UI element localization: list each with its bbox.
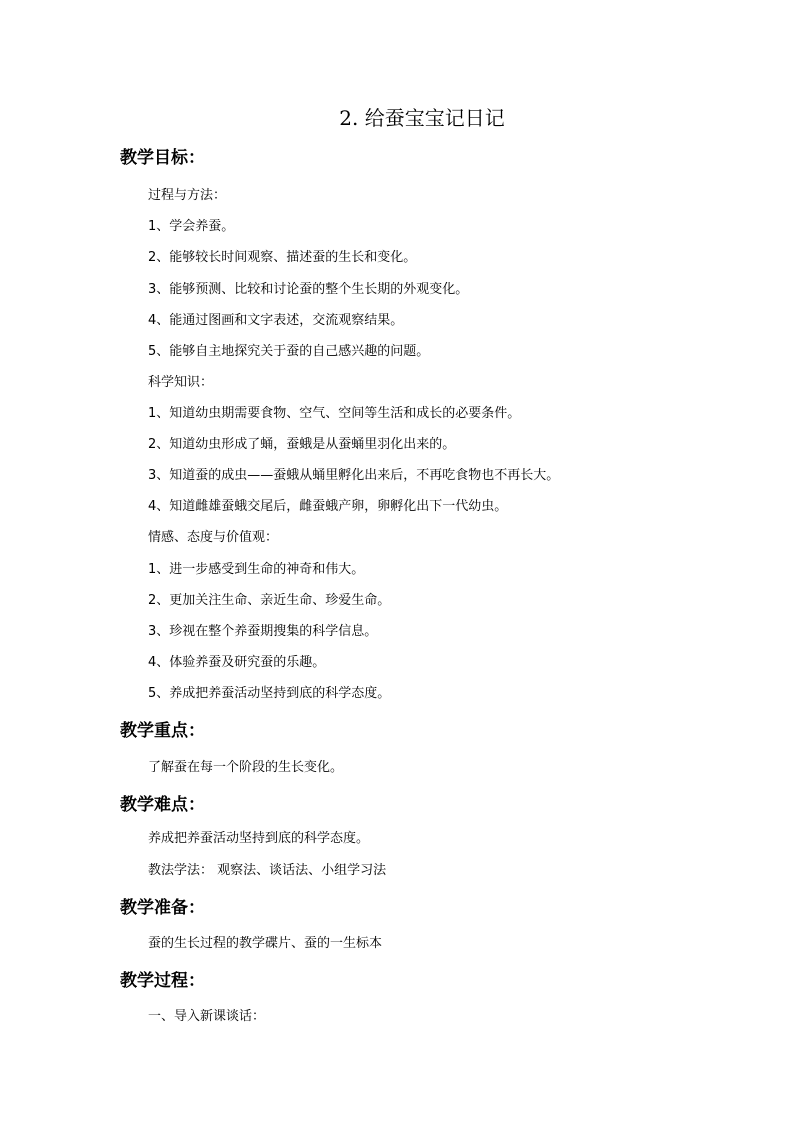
attitude-item-2: 2、更加关注生命、亲近生命、珍爱生命。: [148, 593, 391, 608]
preparation-heading: 教学准备：: [120, 898, 205, 918]
difficulties-heading: 教学难点：: [120, 795, 205, 815]
attitude-item-5: 5、养成把养蚕活动坚持到底的科学态度。: [148, 686, 391, 701]
science-knowledge-label: 科学知识：: [148, 375, 214, 390]
science-item-4: 4、知道雌雄蚕蛾交尾后，雌蚕蛾产卵，卵孵化出下一代幼虫。: [148, 499, 508, 514]
teaching-methods: 教法学法： 观察法、谈话法、小组学习法: [148, 863, 387, 878]
process-item-3: 3、能够预测、比较和讨论蚕的整个生长期的外观变化。: [148, 282, 469, 297]
document-title: 2. 给蚕宝宝记日记: [339, 106, 505, 130]
goals-heading: 教学目标：: [120, 148, 205, 168]
process-first-step: 一、导入新课谈话：: [148, 1009, 266, 1024]
attitude-item-4: 4、体验养蚕及研究蚕的乐趣。: [148, 655, 326, 670]
science-item-3: 3、知道蚕的成虫——蚕蛾从蛹里孵化出来后，不再吃食物也不再长大。: [148, 468, 560, 483]
process-item-4: 4、能通过图画和文字表述，交流观察结果。: [148, 313, 404, 328]
attitude-item-3: 3、珍视在整个养蚕期搜集的科学信息。: [148, 624, 378, 639]
process-item-5: 5、能够自主地探究关于蚕的自己感兴趣的问题。: [148, 344, 430, 359]
key-points-text: 了解蚕在每一个阶段的生长变化。: [148, 760, 344, 775]
attitude-label: 情感、态度与价值观：: [148, 530, 279, 545]
attitude-item-1: 1、进一步感受到生命的神奇和伟大。: [148, 562, 365, 577]
process-item-1: 1、学会养蚕。: [148, 219, 235, 234]
key-points-heading: 教学重点：: [120, 721, 205, 741]
science-item-1: 1、知道幼虫期需要食物、空气、空间等生活和成长的必要条件。: [148, 406, 521, 421]
process-method-label: 过程与方法：: [148, 188, 227, 203]
process-item-2: 2、能够较长时间观察、描述蚕的生长和变化。: [148, 250, 417, 265]
difficulties-text: 养成把养蚕活动坚持到底的科学态度。: [148, 831, 370, 846]
process-heading: 教学过程：: [120, 971, 205, 991]
science-item-2: 2、知道幼虫形成了蛹，蚕蛾是从蚕蛹里羽化出来的。: [148, 437, 456, 452]
preparation-text: 蚕的生长过程的教学碟片、蚕的一生标本: [148, 936, 383, 951]
